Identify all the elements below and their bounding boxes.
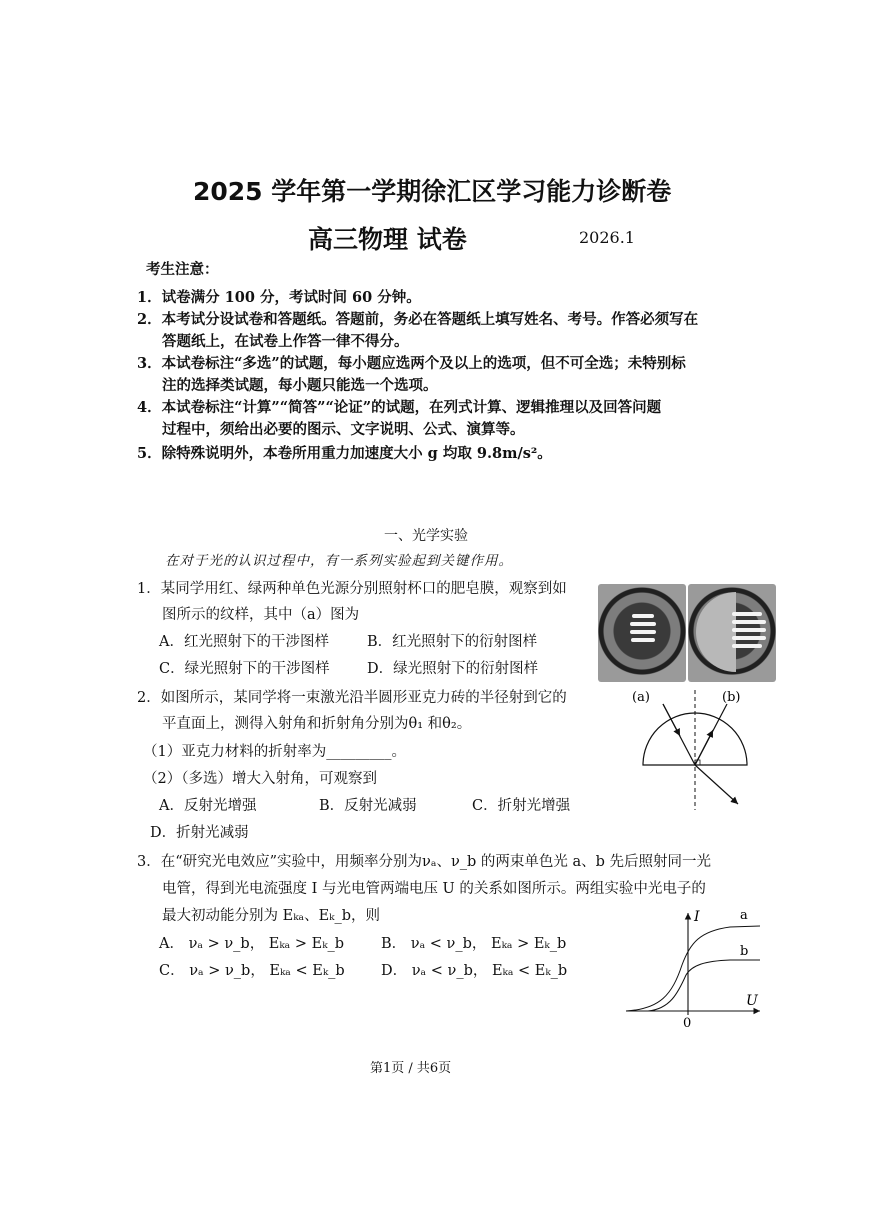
origin-label: 0 [683, 1016, 692, 1030]
photo-interference-a [598, 584, 686, 682]
notice-item-1: 1．试卷满分 100 分，考试时间 60 分钟。 [137, 289, 421, 306]
notice-item-3-cont: 注的选择类试题，每小题只能选一个选项。 [162, 377, 438, 394]
q2-option-b: B．反射光减弱 [319, 798, 417, 814]
q3-stem-line1: 3．在“研究光电效应”实验中，用频率分别为νₐ、ν_b 的两束单色光 a、b 先后照射同一光 [137, 854, 712, 870]
q3-option-b: B． νₐ < ν_b， Eₖₐ > Eₖ_b [381, 936, 567, 952]
notice-item-3: 3．本试卷标注“多选”的试题，每小题应选两个及以上的选项，但不可全选；未特别标 [137, 355, 686, 372]
exam-date: 2026.1 [579, 228, 635, 247]
q2-option-a: A．反射光增强 [159, 798, 257, 814]
refraction-diagram [600, 682, 770, 827]
q1-option-b: B．红光照射下的衍射图样 [367, 634, 538, 650]
q1-option-a: A．红光照射下的干涉图样 [159, 634, 329, 650]
q2-option-d: D．折射光减弱 [150, 825, 249, 841]
notice-item-4: 4．本试卷标注“计算”“简答”“论证”的试题，在列式计算、逻辑推理以及回答问题 [137, 399, 662, 416]
photo-interference-b [688, 584, 776, 682]
curve-a [626, 926, 760, 1011]
notice-item-2-cont: 答题纸上，在试卷上作答一律不得分。 [162, 333, 409, 350]
x-axis-label: U [746, 993, 758, 1009]
q3-option-c: C． νₐ > ν_b， Eₖₐ < Eₖ_b [159, 963, 345, 979]
curve-b-label: b [740, 944, 749, 959]
exam-title: 2025 学年第一学期徐汇区学习能力诊断卷 [193, 177, 672, 206]
notice-item-2: 2．本考试分设试卷和答题纸。答题前，务必在答题纸上填写姓名、考号。作答必须写在 [137, 311, 699, 328]
q3-option-d: D． νₐ < ν_b， Eₖₐ < Eₖ_b [381, 963, 568, 979]
exam-subtitle: 高三物理 试卷 [308, 225, 467, 254]
q1-option-c: C．绿光照射下的干涉图样 [159, 661, 330, 677]
q2-part2: （2）（多选）增大入射角，可观察到 [143, 771, 377, 787]
q1-stem-line2: 图所示的纹样，其中（a）图为 [162, 607, 360, 623]
q1-stem-line1: 1．某同学用红、绿两种单色光源分别照射杯口的肥皂膜，观察到如 [137, 581, 567, 597]
q3-stem-line2: 电管，得到光电流强度 I 与光电管两端电压 U 的关系如图所示。两组实验中光电子的 [162, 881, 706, 897]
page-number: 第1页 / 共6页 [370, 1061, 452, 1076]
notice-item-4-cont: 过程中，须给出必要的图示、文字说明、公式、演算等。 [162, 421, 525, 438]
iu-graph [620, 905, 770, 1030]
refracted-ray [695, 765, 738, 804]
notice-heading: 考生注意： [146, 261, 219, 278]
label-a: (a) [632, 690, 650, 705]
q2-stem-line1: 2．如图所示，某同学将一束激光沿半圆形亚克力砖的半径射到它的 [137, 690, 567, 706]
section-intro: 在对于光的认识过程中，有一系列实验起到关键作用。 [165, 553, 513, 569]
q1-option-d: D．绿光照射下的衍射图样 [367, 661, 539, 677]
section-title: 一、光学实验 [384, 528, 468, 544]
q3-stem-line3: 最大初动能分别为 Eₖₐ、Eₖ_b，则 [162, 908, 380, 924]
q3-option-a: A． νₐ > ν_b， Eₖₐ > Eₖ_b [159, 936, 345, 952]
curve-b [648, 960, 760, 1011]
curve-a-label: a [740, 908, 748, 923]
q2-stem-line2: 平直面上，测得入射角和折射角分别为θ₁ 和θ₂。 [162, 716, 472, 732]
notice-item-5: 5．除特殊说明外，本卷所用重力加速度大小 g 均取 9.8m/s²。 [137, 445, 552, 462]
y-axis-label: I [694, 909, 700, 925]
q2-part1: （1）亚克力材料的折射率为_________。 [143, 744, 406, 760]
q2-option-c: C．折射光增强 [472, 798, 571, 814]
label-b: (b) [722, 690, 741, 705]
